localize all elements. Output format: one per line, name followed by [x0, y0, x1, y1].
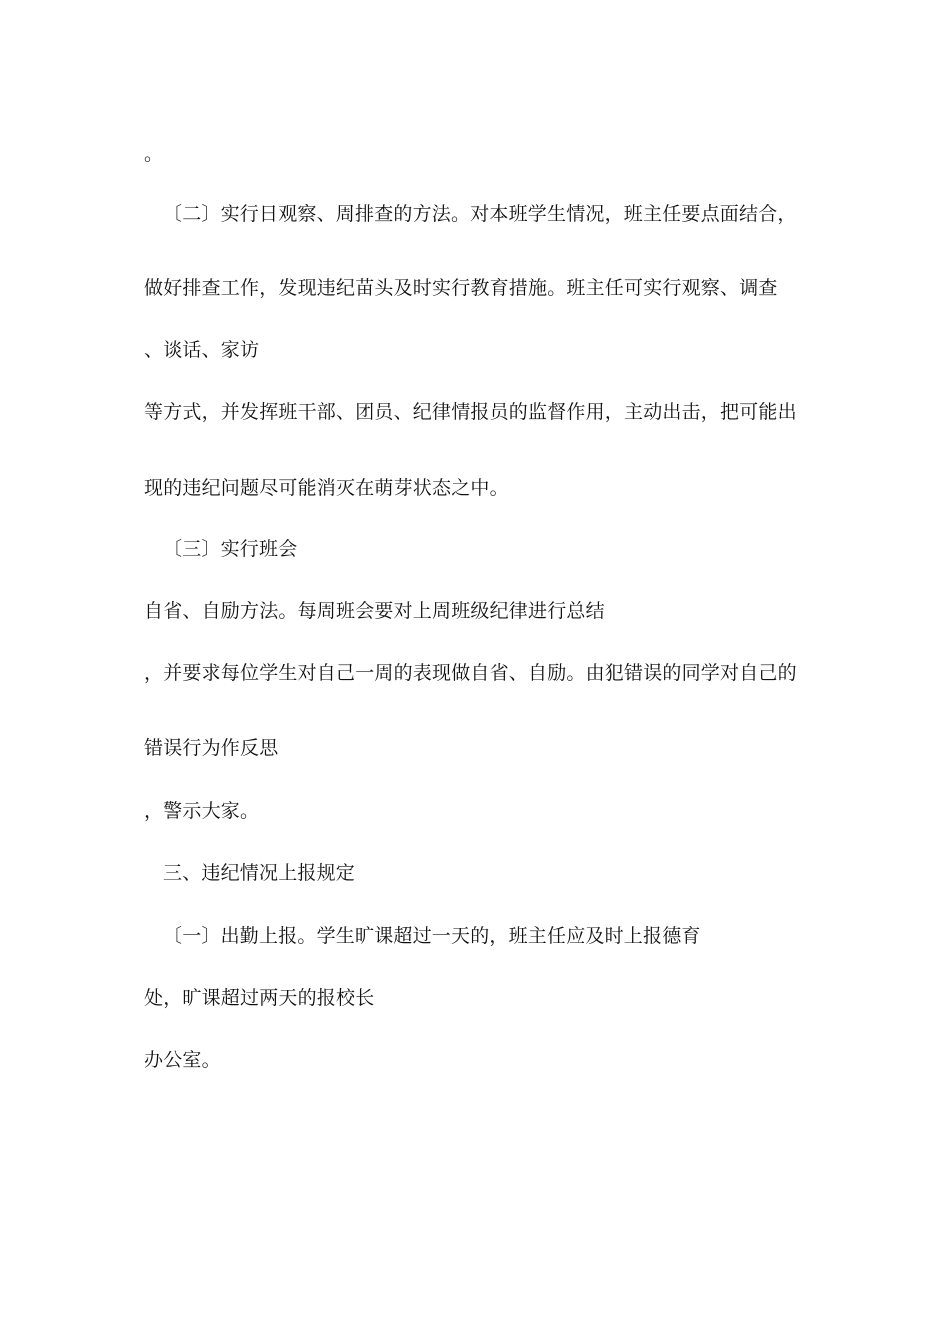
text-line-8: 自省、自励方法。每周班会要对上周班级纪律进行总结 — [144, 600, 605, 622]
text-line-13: 〔一〕出勤上报。学生旷课超过一天的，班主任应及时上报德育 — [163, 925, 701, 947]
text-line-7: 〔三〕实行班会 — [163, 538, 298, 560]
text-line-4: 、谈话、家访 — [144, 339, 260, 361]
text-line-3: 做好排查工作，发现违纪苗头及时实行教育措施。班主任可实行观察、调查 — [144, 277, 778, 299]
text-line-10: 错误行为作反思 — [144, 737, 279, 759]
text-line-14: 处，旷课超过两天的报校长 — [144, 987, 375, 1009]
text-line-15: 办公室。 — [144, 1049, 221, 1071]
text-line-12: 三、违纪情况上报规定 — [163, 862, 356, 884]
text-line-11: ，警示大家。 — [144, 800, 260, 822]
text-line-9: ，并要求每位学生对自己一周的表现做自省、自励。由犯错误的同学对自己的 — [144, 662, 797, 684]
text-line-5: 等方式，并发挥班干部、团员、纪律情报员的监督作用，主动出击，把可能出 — [144, 401, 797, 423]
text-line-1: 。 — [144, 143, 164, 165]
text-line-6: 现的违纪问题尽可能消灭在萌芽状态之中。 — [144, 477, 509, 499]
text-line-2: 〔二〕实行日观察、周排查的方法。对本班学生情况，班主任要点面结合， — [163, 203, 797, 225]
